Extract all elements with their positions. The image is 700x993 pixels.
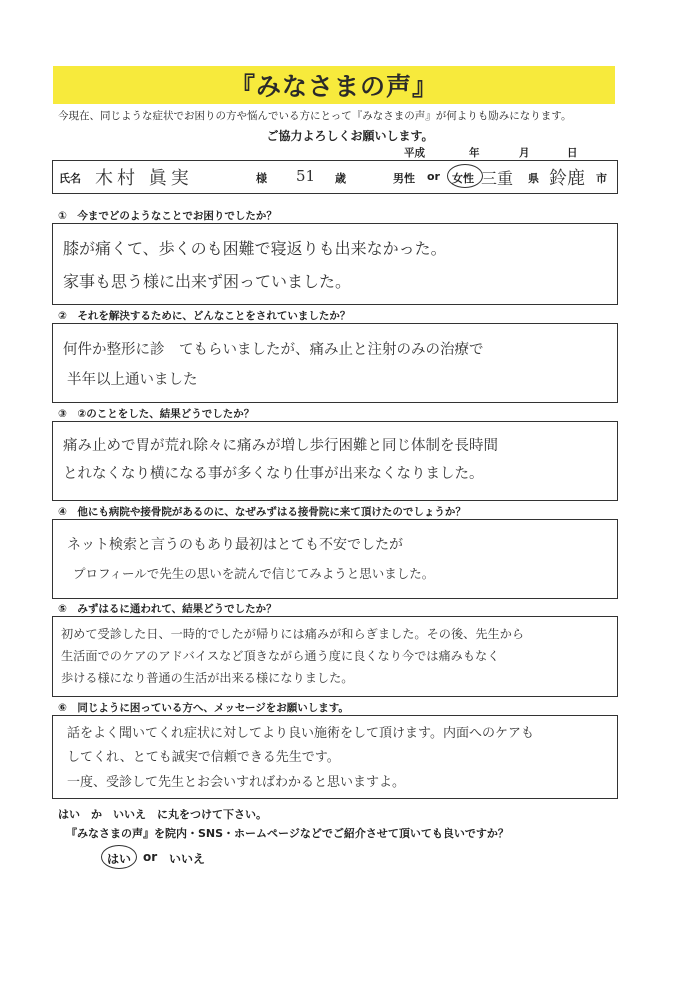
question-5: ⑤ みずはるに通われて、結果どうでしたか？ xyxy=(58,603,277,615)
answer-4-line-2: プロフィールで先生の思いを読んで信じてみようと思いました。 xyxy=(73,566,435,581)
answer-box-6 xyxy=(52,715,618,799)
question-3: ③ ②のことをした、結果どうでしたか？ xyxy=(58,408,255,420)
answer-5-line-3: 歩ける様になり普通の生活が出来る様になりました。 xyxy=(61,671,354,685)
gender-circle-mark xyxy=(447,164,483,188)
prefecture-value: 三重 xyxy=(481,169,514,188)
answer-box-2 xyxy=(52,323,618,403)
age-value: 51 xyxy=(296,167,316,185)
title-banner xyxy=(53,66,615,104)
answer-5-line-1: 初めて受診した日、一時的でしたが帰りには痛みが和らぎました。その後、先生から xyxy=(61,627,525,641)
city-value: 鈴鹿 xyxy=(549,168,585,189)
consent-no[interactable]: いいえ xyxy=(169,852,206,866)
city-label: 市 xyxy=(596,172,607,185)
footer-question: 『みなさまの声』を院内・SNS・ホームページなどでご紹介させて頂いても良いですか？ xyxy=(66,827,509,840)
intro-request: ご協力よろしくお願いします。 xyxy=(266,129,434,143)
prefecture-label: 県 xyxy=(528,172,539,185)
answer-1-line-1: 膝が痛くて、歩くのも困難で寝返りも出来なかった。 xyxy=(63,239,447,258)
consent-circle-mark xyxy=(101,845,137,869)
name-label: 氏名 xyxy=(59,172,81,185)
intro-text: 今現在、同じような症状でお困りの方や悩んでいる方にとって『みなさまの声』が何よりも励みになります。 xyxy=(58,110,572,122)
answer-3-line-2: とれなくなり横になる事が多くなり仕事が出来なくなりました。 xyxy=(63,466,484,482)
footer-instruction: はい か いいえ に丸をつけて下さい。 xyxy=(58,808,267,821)
honorific-label: 様 xyxy=(256,172,267,185)
answer-2-line-1: 何件か整形に診 てもらいましたが、痛み止と注射のみの治療で xyxy=(63,342,484,358)
date-year-label: 年 xyxy=(469,147,480,159)
answer-box-3 xyxy=(52,421,618,501)
question-2: ② それを解決するために、どんなことをされていましたか？ xyxy=(58,310,351,322)
gender-male: 男性 xyxy=(393,172,415,185)
answer-box-4 xyxy=(52,519,618,599)
answer-1-line-2: 家事も思う様に出来ず困っていました。 xyxy=(63,272,352,291)
answer-4-line-1: ネット検索と言うのもあり最初はとても不安でしたが xyxy=(67,537,403,553)
answer-6-line-2: してくれ、とても誠実で信頼できる先生です。 xyxy=(67,750,340,765)
answer-2-line-2: 半年以上通いました xyxy=(67,372,198,388)
answer-6-line-3: 一度、受診して先生とお会いすればわかると思いますよ。 xyxy=(67,775,406,790)
customer-name: 木村 眞実 xyxy=(95,168,193,189)
question-1: ① 今までどのようなことでお困りでしたか？ xyxy=(58,210,277,222)
gender-female: 女性 xyxy=(452,172,474,185)
page-title: 『みなさまの声』 xyxy=(229,72,438,101)
age-label: 歳 xyxy=(335,172,346,185)
answer-6-line-1: 話をよく聞いてくれ症状に対してより良い施術をして頂けます。内面へのケアも xyxy=(67,726,534,741)
personal-info-box xyxy=(52,160,618,194)
question-4: ④ 他にも病院や接骨院があるのに、なぜみずはる接骨院に来て頂けたのでしょうか？ xyxy=(58,506,466,518)
question-6: ⑥ 同じように困っている方へ、メッセージをお願いします。 xyxy=(58,702,349,714)
answer-box-1 xyxy=(52,223,618,305)
answer-box-5 xyxy=(52,616,618,697)
date-day-label: 日 xyxy=(567,147,578,159)
consent-yes[interactable]: はい xyxy=(107,852,132,866)
consent-or: or xyxy=(143,850,158,864)
date-month-label: 月 xyxy=(519,147,530,159)
answer-5-line-2: 生活面でのケアのアドバイスなど頂きながら通う度に良くなり今では痛みもなく xyxy=(61,649,500,663)
date-era: 平成 xyxy=(404,147,425,159)
answer-3-line-1: 痛み止めで胃が荒れ除々に痛みが増し歩行困難と同じ体制を長時間 xyxy=(63,438,498,454)
gender-or: or xyxy=(427,170,440,183)
